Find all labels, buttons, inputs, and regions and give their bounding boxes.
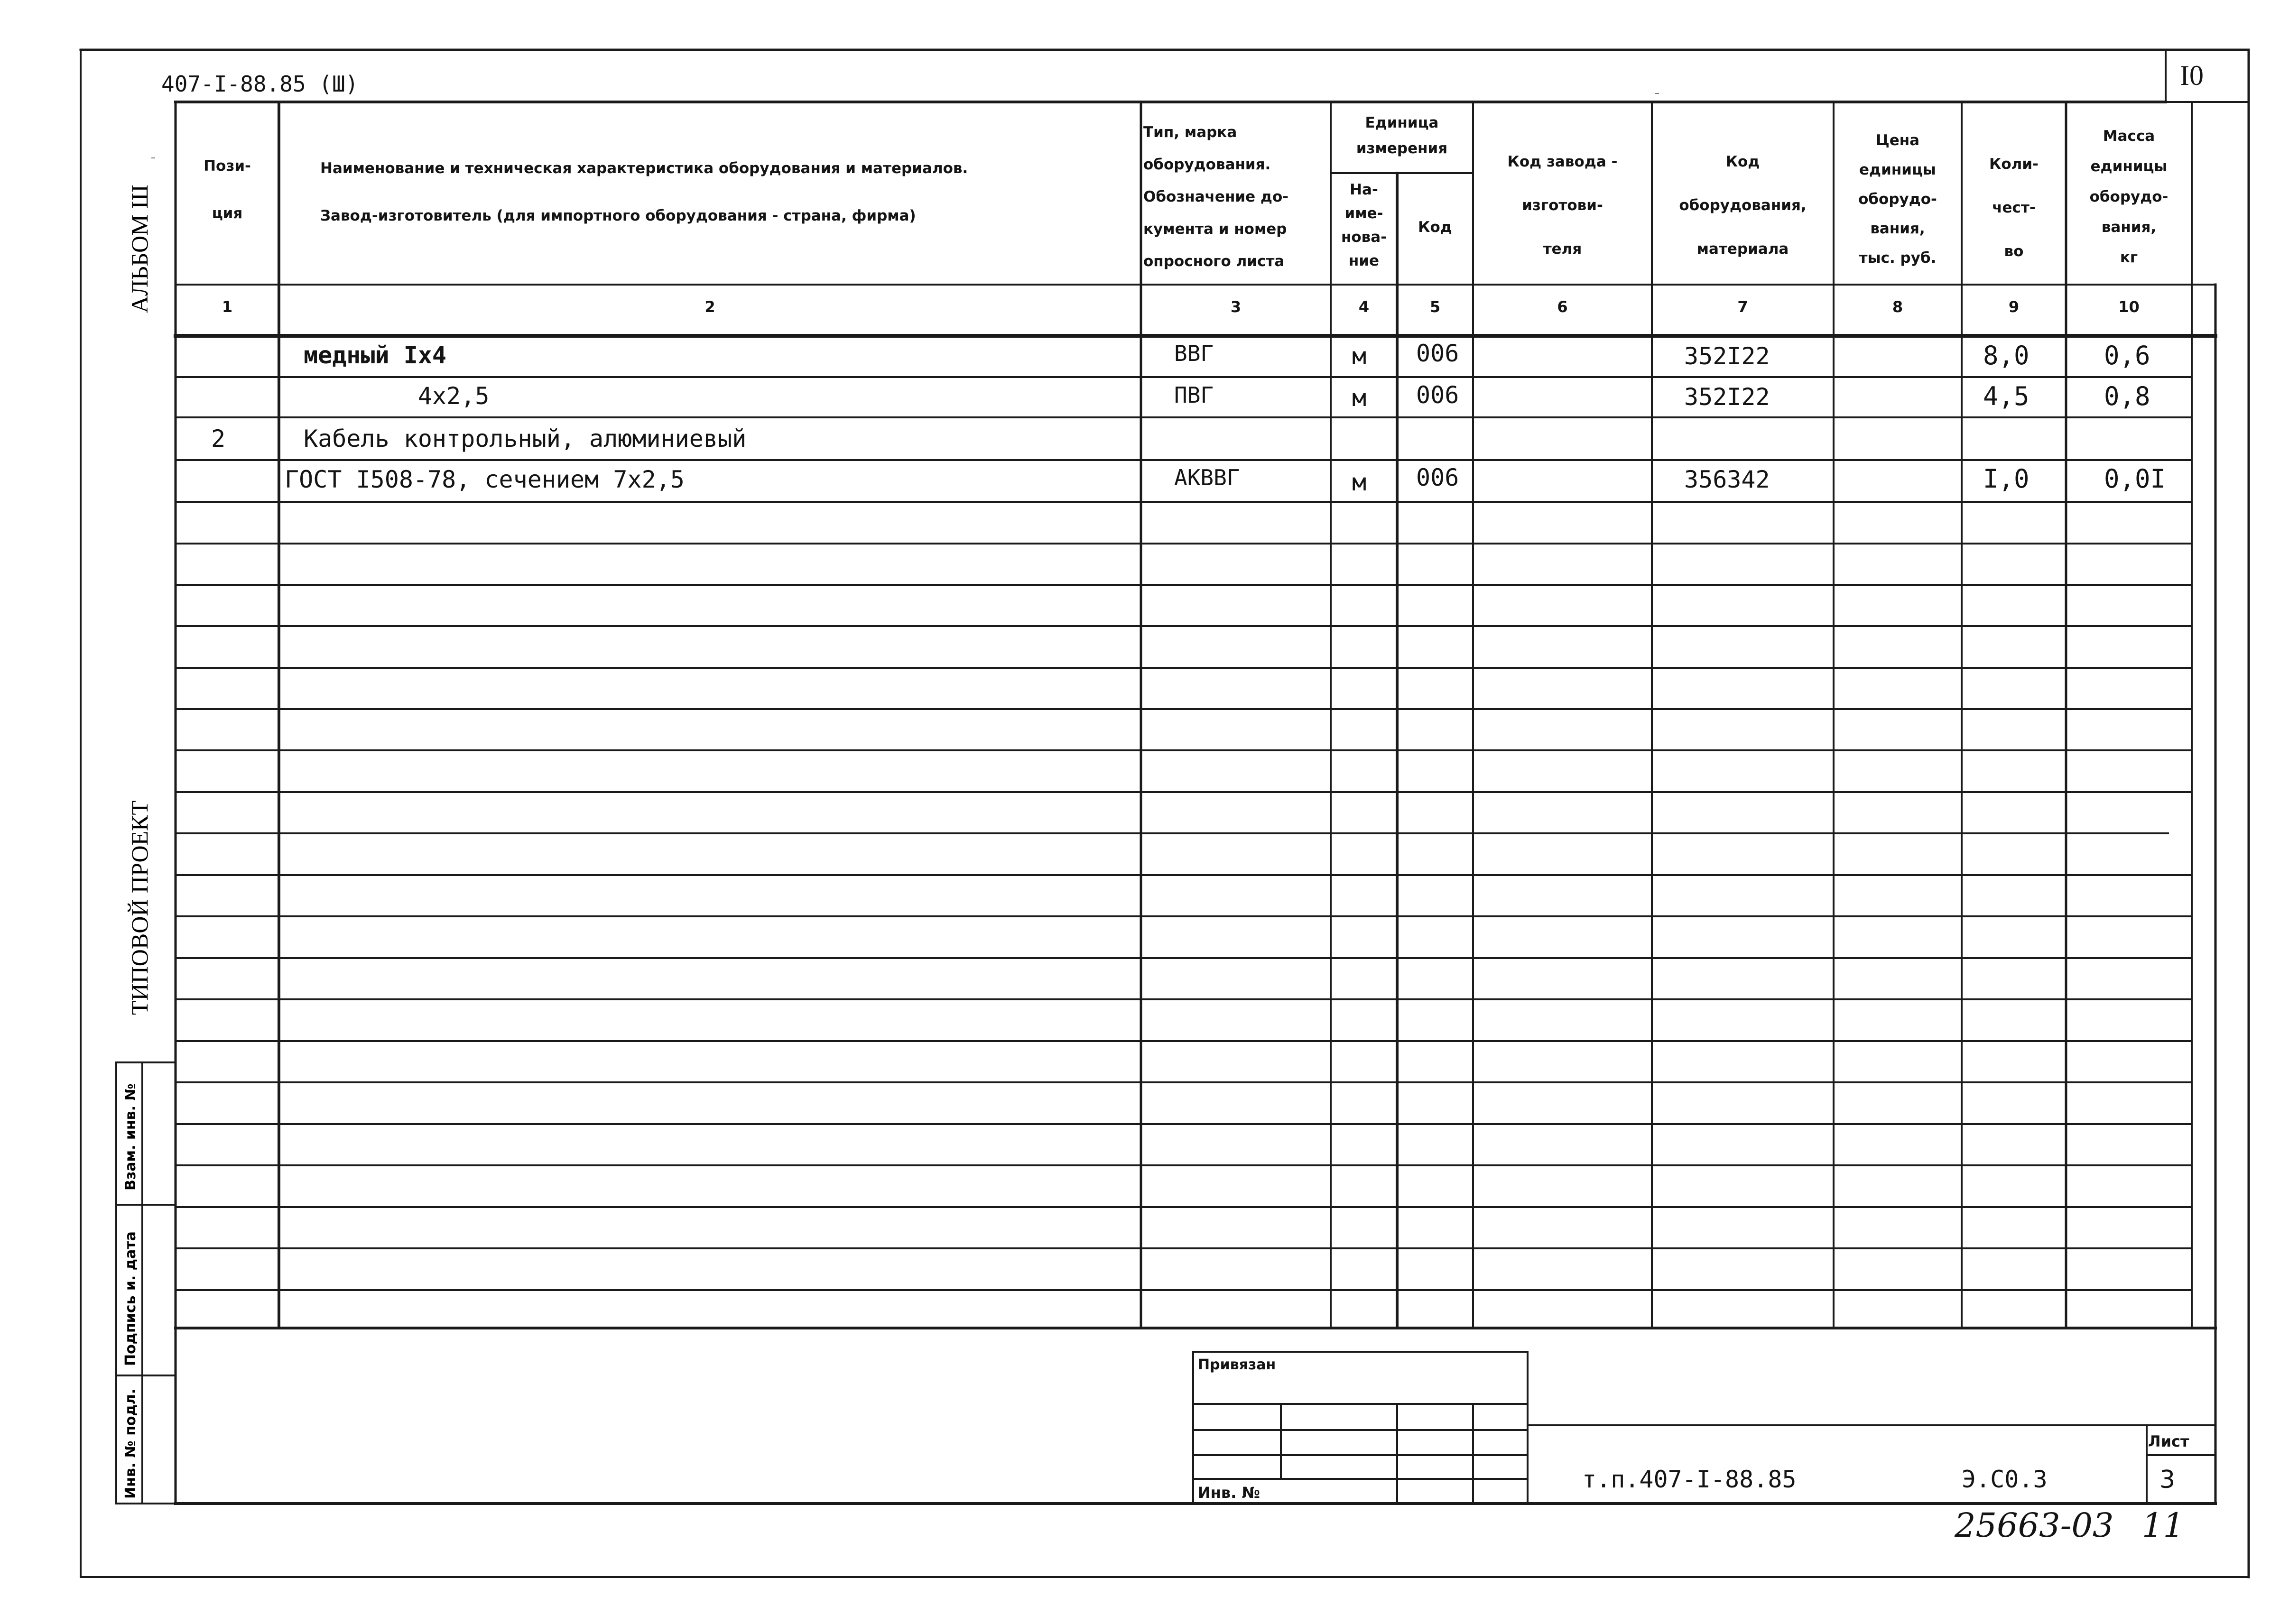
header-unit-code: Код	[1418, 219, 1452, 236]
column-number: 5	[1429, 298, 1441, 316]
row-unit-code: 006	[1416, 464, 1459, 491]
header-quantity: Коли- чест- во	[1989, 156, 2039, 260]
header-position: Пози- ция	[204, 157, 251, 222]
row-mass: 0,6	[2104, 341, 2150, 370]
row-mass: 0,8	[2104, 381, 2150, 411]
row-unit: м	[1352, 384, 1367, 412]
header-unit-group: Единица измерения	[1356, 114, 1448, 157]
row-type: АКВВГ	[1174, 465, 1240, 490]
row-unit-code: 006	[1416, 340, 1459, 367]
row-type: ПВГ	[1174, 382, 1214, 408]
document-code: 407-I-88.85 (Ш)	[161, 71, 359, 97]
column-number: 2	[704, 298, 715, 316]
horizontal-row-lines	[176, 377, 2215, 1328]
side-label-project: ТИПОВОЙ ПРОЕКТ	[126, 800, 153, 1015]
row-unit-code: 006	[1416, 381, 1459, 409]
column-number: 3	[1230, 298, 1242, 316]
column-number: 10	[2118, 298, 2140, 316]
column-number: 7	[1737, 298, 1748, 316]
stamp-signature-date: Подпись и. дата	[122, 1231, 139, 1366]
row-name: Кабель контрольный, алюминиевый	[304, 425, 747, 452]
header-name: Наименование и техническая характеристика оборудования и материалов. Завод-изготовитель (для импортного оборудования - страна, фирма)	[320, 160, 968, 224]
row-unit: м	[1352, 342, 1367, 370]
row-type: ВВГ	[1174, 341, 1214, 366]
column-number: 9	[2008, 298, 2020, 316]
drawing-code: Э.С0.3	[1962, 1466, 2048, 1493]
row-quantity: 4,5	[1983, 381, 2030, 411]
row-quantity: I,0	[1983, 464, 2030, 494]
header-type-mark: Тип, марка оборудования. Обозначение до- кумента и номер опросного листа	[1143, 124, 1289, 270]
header-factory-code: Код завода - изготови- теля	[1507, 153, 1618, 258]
project-code: т.п.407-I-88.85	[1582, 1466, 1797, 1493]
row-name: ГОСТ I508-78, сечением 7х2,5	[285, 466, 685, 493]
header-equipment-code: Код оборудования, материала	[1679, 153, 1807, 258]
row-equipment-code: 352I22	[1684, 383, 1770, 411]
header-unit-name: На- име- нова- ние	[1341, 181, 1387, 269]
handwritten-mark: 11	[2142, 1506, 2185, 1545]
handwritten-number: 25663-03	[1955, 1506, 2114, 1545]
row-unit: м	[1352, 469, 1367, 496]
header-unit-price: Цена единицы оборудо- вания, тыс. руб.	[1858, 132, 1937, 267]
header-unit-mass: Масса единицы оборудо- вания, кг	[2089, 128, 2169, 266]
row-position: 2	[211, 425, 226, 452]
row-equipment-code: 352I22	[1684, 342, 1770, 370]
sheet-number: 3	[2159, 1466, 2176, 1494]
inv-number-label: Инв. №	[1198, 1484, 1260, 1502]
column-number: 8	[1892, 298, 1903, 316]
sheet-corner-number: I0	[2180, 60, 2204, 91]
row-mass: 0,0I	[2104, 464, 2166, 494]
sheet-label: Лист	[2148, 1432, 2189, 1450]
row-equipment-code: 356342	[1684, 466, 1770, 493]
column-number: 6	[1557, 298, 1568, 316]
row-name: 4х2,5	[304, 382, 490, 410]
attached-label: Привязан	[1198, 1356, 1276, 1373]
stamp-replacement-inv: Взам. инв. №	[122, 1083, 139, 1190]
row-quantity: 8,0	[1983, 341, 2030, 370]
stamp-original-inv: Инв. № подл.	[122, 1388, 139, 1499]
row-name: медный Iх4	[304, 341, 447, 369]
column-number: 1	[222, 298, 233, 316]
side-label-album: АЛЬБОМ Ш	[126, 185, 153, 313]
column-number: 4	[1358, 298, 1370, 316]
